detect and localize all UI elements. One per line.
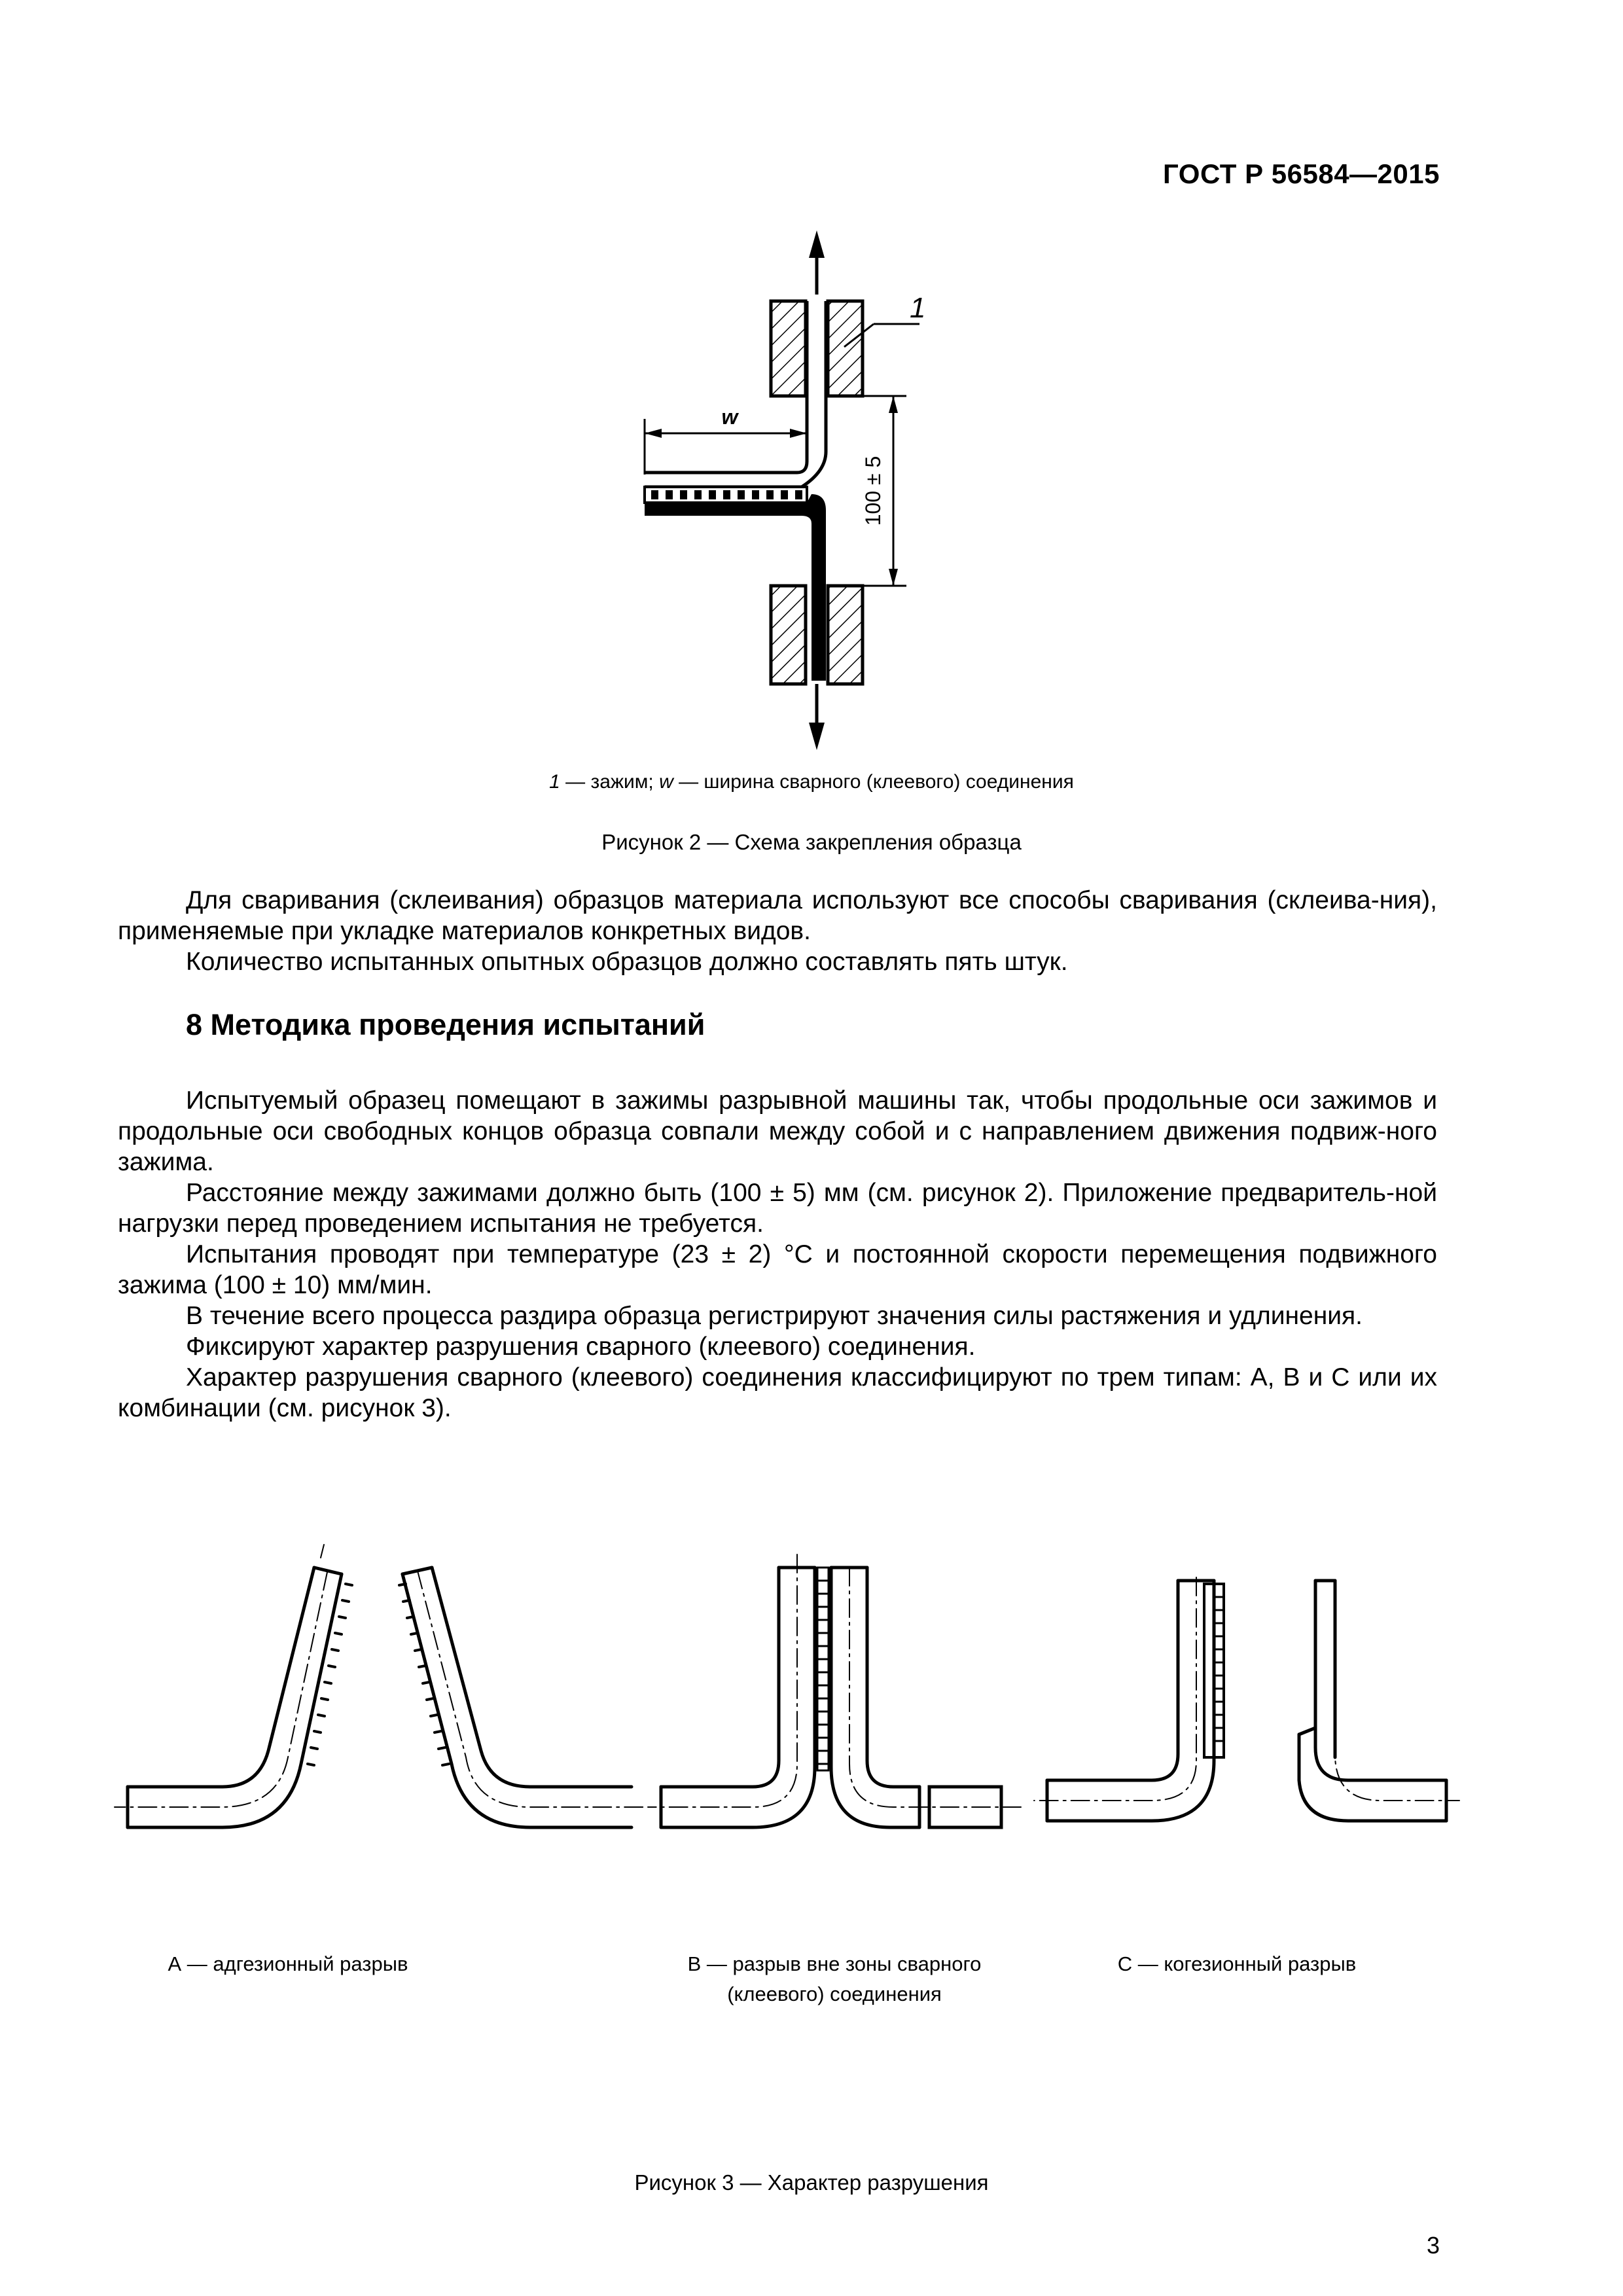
type-b-specimen	[648, 1554, 1021, 1827]
type-b-weld-hatch	[817, 1581, 829, 1764]
pull-arrow-up	[809, 230, 825, 295]
type-c-right-piece	[1299, 1581, 1459, 1821]
type-c-left-piece	[1034, 1577, 1224, 1821]
paragraph: Испытуемый образец помещают в зажимы разрывной машины так, чтобы продольные оси зажимов и продольные оси свободных концов образца совпали между собой и с направлением движения подвиж-ного зажима.	[118, 1086, 1437, 1176]
top-clamp	[771, 301, 863, 396]
body-text-top	[118, 885, 1437, 977]
figure-2-legend	[0, 771, 1623, 793]
paragraph: Испытания проводят при температуре (23 ± 2) °С и постоянной скорости перемещения подвижного зажима (100 ± 10) мм/мин.	[118, 1240, 1437, 1299]
paragraph: Фиксируют характер разрушения сварного (клеевого) соединения.	[186, 1333, 976, 1361]
dimension-distance-label: 100 ± 5	[861, 456, 885, 526]
section-heading: 8 Методика проведения испытаний	[186, 1008, 705, 1041]
legend-w-text: — ширина сварного (клеевого) соединения	[673, 771, 1074, 793]
figure-3-label-b-line2: (клеевого) соединения	[727, 1982, 942, 2005]
paragraph: Количество испытанных опытных образцов должно составлять пять штук.	[186, 948, 1068, 976]
legend-w: w	[659, 771, 673, 793]
figure-2-title: Рисунок 2 — Схема закрепления образца	[601, 830, 1022, 854]
paragraph: Для сваривания (склеивания) образцов материала используют все способы сваривания (склеива-ния), применяемые при укладке материалов конкретных видов.	[118, 886, 1437, 945]
figure-3-label-a: А — адгезионный разрыв	[168, 1952, 408, 1975]
type-a-right-piece	[402, 1568, 645, 1827]
paragraph: В течение всего процесса раздира образца регистрируют значения силы растяжения и удлинения.	[186, 1302, 1363, 1330]
weld-seam	[645, 487, 807, 503]
figure-3-title: Рисунок 3 — Характер разрушения	[634, 2170, 989, 2195]
type-a-right-teeth	[399, 1584, 449, 1765]
marker-1: 1	[910, 292, 926, 324]
pull-arrow-down	[809, 684, 825, 750]
type-a-left-teeth	[308, 1584, 352, 1765]
paragraph: Характер разрушения сварного (клеевого) соединения классифицируют по трем типам: А, В и С или их комбинации (см. рисунок 3).	[118, 1363, 1437, 1422]
document-code: ГОСТ Р 56584—2015	[1163, 158, 1440, 189]
page-number: 3	[1426, 2232, 1440, 2259]
figure-3-diagram	[0, 1505, 1623, 1964]
type-a-left-piece	[115, 1545, 342, 1827]
figure-3-label-b-line1: В — разрыв вне зоны сварного	[687, 1952, 982, 1975]
dimension-w-label: w	[721, 405, 738, 429]
paragraph: Расстояние между зажимами должно быть (100 ± 5) мм (см. рисунок 2). Приложение предваритель-ной нагрузки перед проведением испытания не требуется.	[118, 1179, 1437, 1238]
legend-clamp-text: — зажим;	[560, 771, 660, 793]
legend-number: 1	[549, 771, 560, 793]
figure-3-label-c: С — когезионный разрыв	[1117, 1952, 1357, 1975]
figure-3-label-b	[654, 1949, 1014, 2009]
figure-2-diagram	[0, 0, 1623, 785]
section-8-body	[118, 1085, 1437, 1424]
